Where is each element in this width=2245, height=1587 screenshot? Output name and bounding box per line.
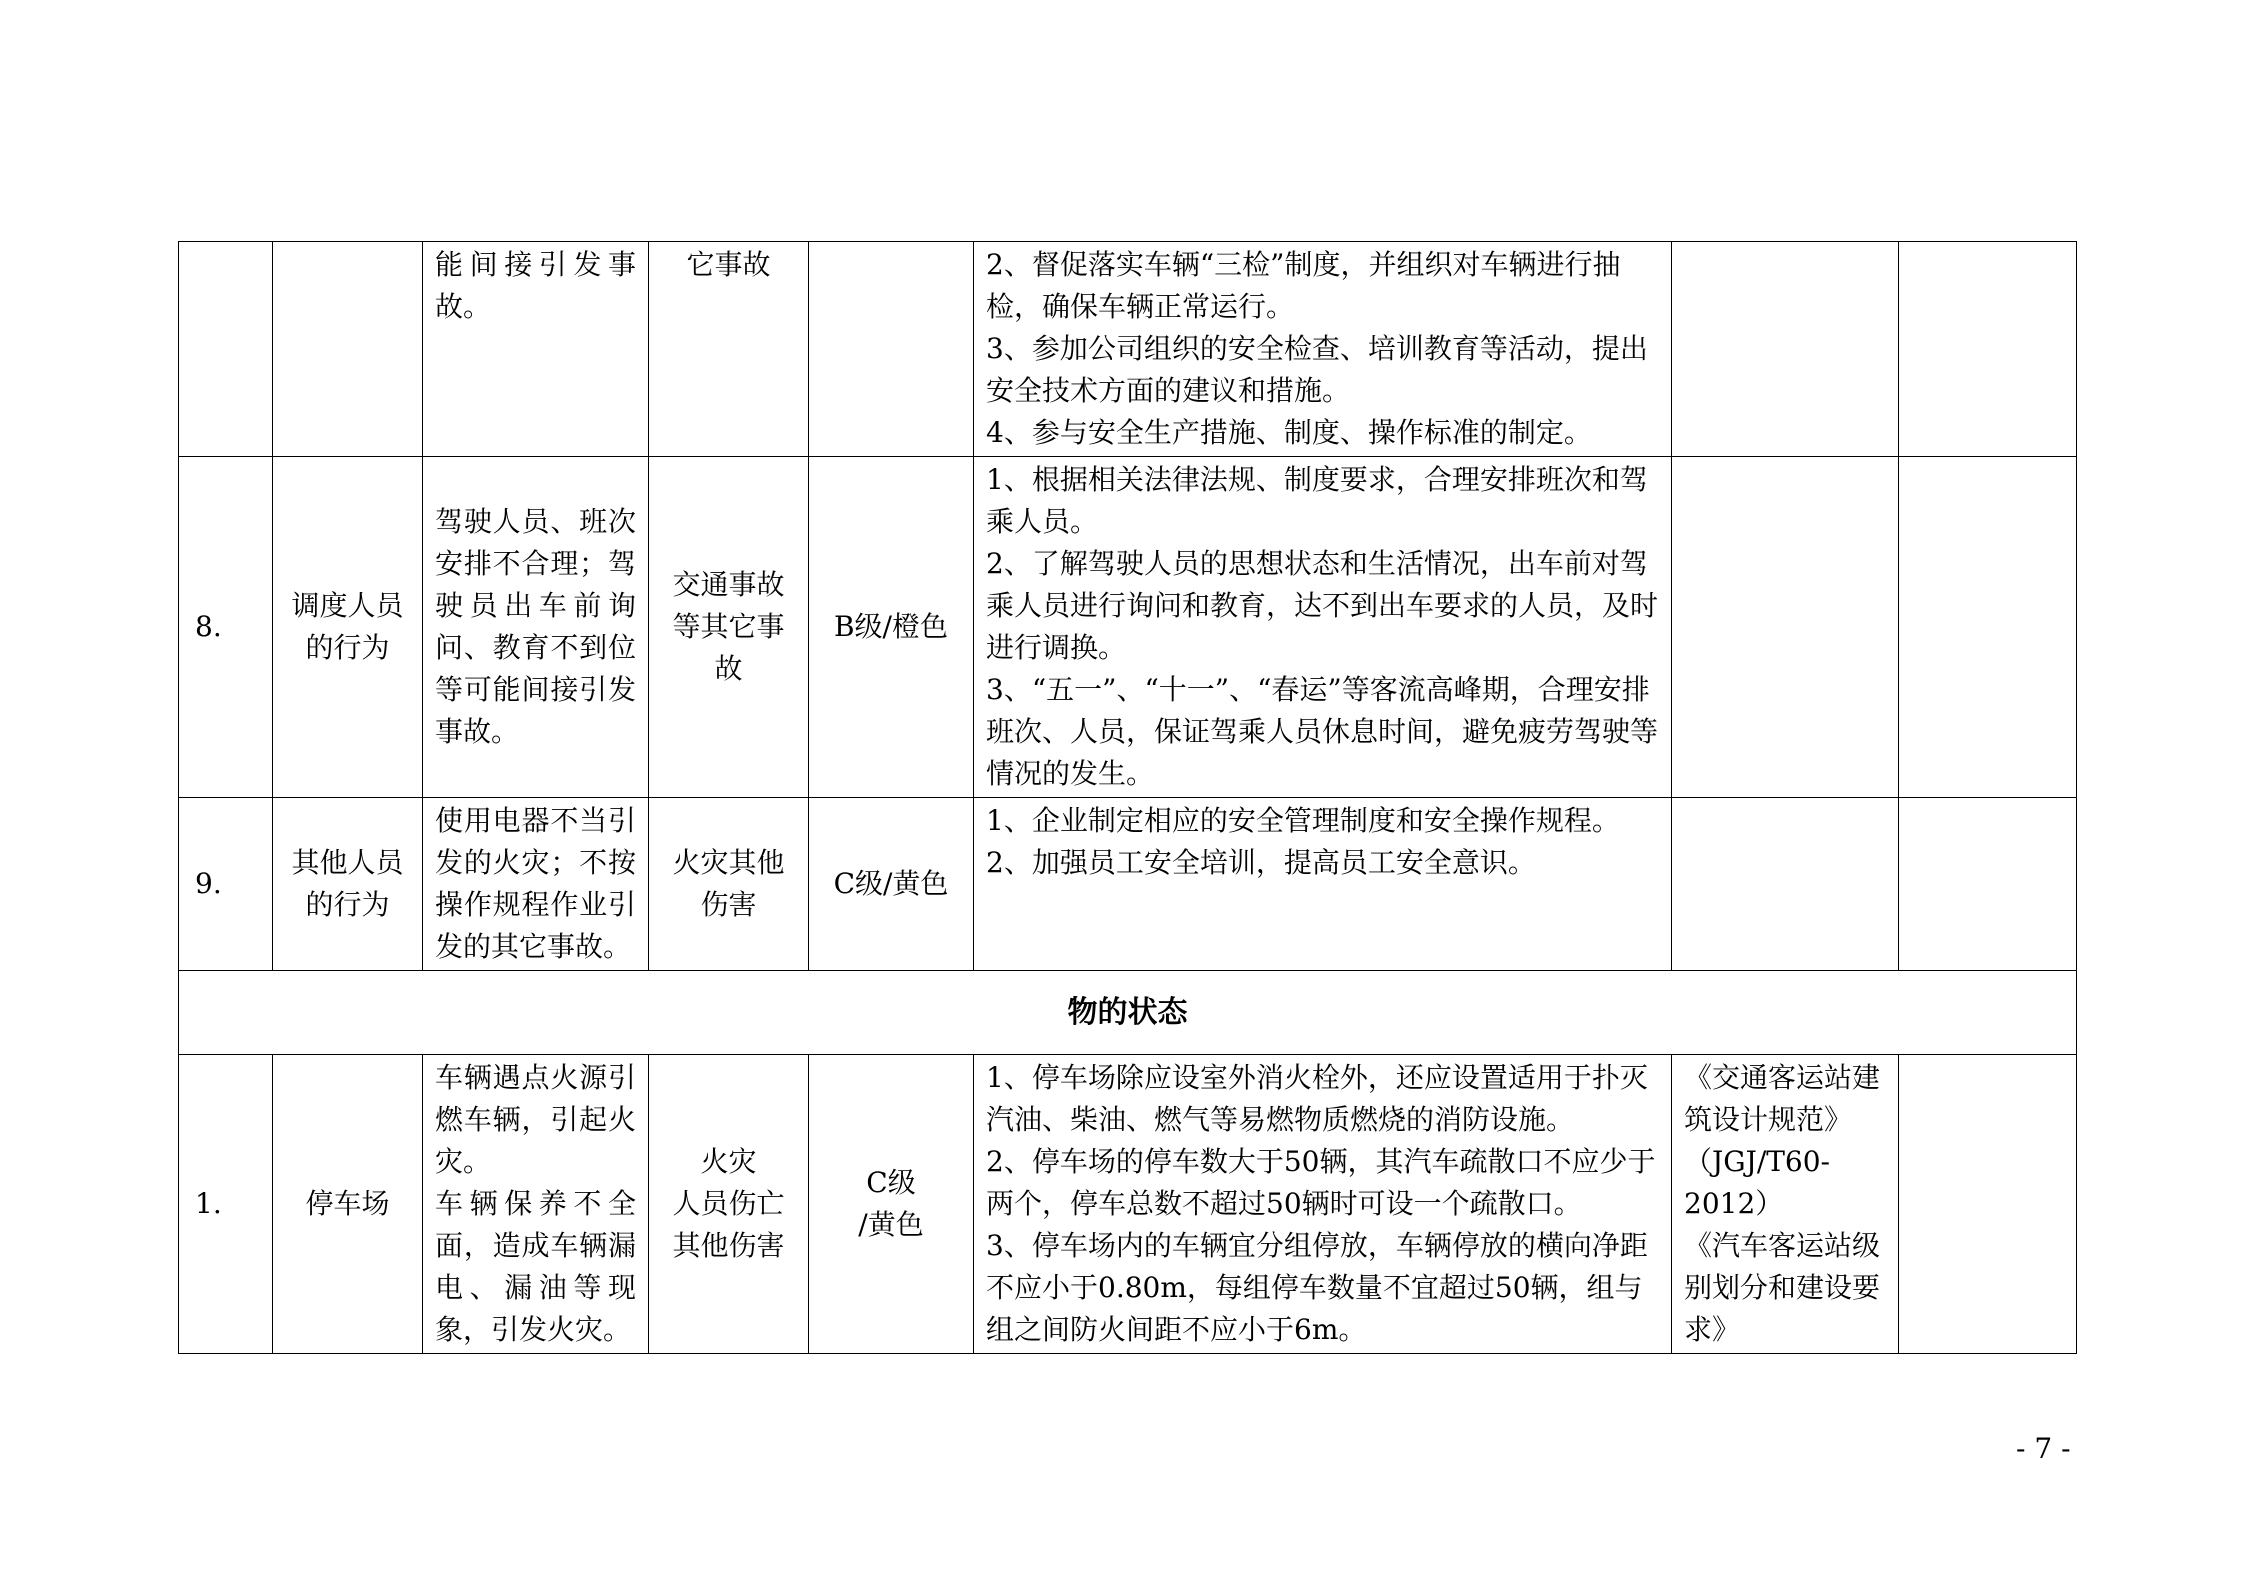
measure-item: 4、参与安全生产措施、制度、操作标准的制定。 [986,416,1592,449]
risk-description: 驾驶人员、班次安排不合理；驾驶员出车前询问、教育不到位等可能间接引发事故。 [423,457,649,798]
risk-unit: 调度人员的行为 [273,457,423,798]
table-row [179,242,2077,457]
accident-type [649,1055,809,1354]
accident-type: 交通事故等其它事故 [649,457,809,798]
accident-item: 其他伤害 [672,1229,785,1262]
measure-item: 1、企业制定相应的安全管理制度和安全操作规程。 [986,804,1620,837]
risk-level: B级/橙色 [809,457,974,798]
table-row [179,798,2077,971]
risk-description [423,1055,649,1354]
measure-item: 1、停车场除应设室外消火栓外，还应设置适用于扑灭汽油、柴油、燃气等易燃物质燃烧的消防设施。 [986,1061,1648,1136]
accident-item: 人员伤亡 [672,1187,785,1220]
row-number [179,242,273,457]
control-measures [974,242,1672,457]
basis [1672,1055,1899,1354]
risk-table [178,241,2077,1354]
section-title: 物的状态 [179,971,2077,1055]
section-row [179,971,2077,1055]
risk-description: 能间接引发事故。 [423,242,649,457]
remark [1899,242,2077,457]
control-measures [974,798,1672,971]
row-number: 9. [179,798,273,971]
accident-type: 它事故 [649,242,809,457]
remark [1899,798,2077,971]
risk-level: C级/黄色 [809,798,974,971]
measure-item: 3、停车场内的车辆宜分组停放，车辆停放的横向净距不应小于0.80m，每组停车数量不宜超过50辆，组与组之间防火间距不应小于6m。 [986,1229,1648,1346]
basis [1672,457,1899,798]
table-row [179,1055,2077,1354]
risk-item: 车辆遇点火源引燃车辆，引起火灾。 [435,1061,636,1178]
row-number: 1. [179,1055,273,1354]
accident-type: 火灾其他伤害 [649,798,809,971]
basis [1672,798,1899,971]
risk-description: 使用电器不当引发的火灾；不按操作规程作业引发的其它事故。 [423,798,649,971]
remark [1899,1055,2077,1354]
measure-item: 3、参加公司组织的安全检查、培训教育等活动，提出安全技术方面的建议和措施。 [986,332,1648,407]
level-item: C级 [866,1166,916,1199]
control-measures [974,457,1672,798]
measure-item: 2、督促落实车辆“三检”制度，并组织对车辆进行抽检，确保车辆正常运行。 [986,248,1621,323]
risk-level [809,1055,974,1354]
page-number: - 7 - [2016,1432,2071,1465]
risk-unit: 其他人员的行为 [273,798,423,971]
table-row [179,457,2077,798]
basis [1672,242,1899,457]
measure-item: 3、“五一”、“十一”、“春运”等客流高峰期，合理安排班次、人员，保证驾乘人员休息时间，避免疲劳驾驶等情况的发生。 [986,673,1659,790]
measure-item: 2、了解驾驶人员的思想状态和生活情况，出车前对驾乘人员进行询问和教育，达不到出车要求的人员，及时进行调换。 [986,547,1659,664]
basis-item: 《汽车客运站级别划分和建设要求》 [1684,1229,1881,1346]
measure-item: 2、加强员工安全培训，提高员工安全意识。 [986,846,1536,879]
risk-unit [273,242,423,457]
level-item: /黄色 [858,1208,924,1241]
measure-item: 1、根据相关法律法规、制度要求，合理安排班次和驾乘人员。 [986,463,1648,538]
control-measures [974,1055,1672,1354]
risk-item: 车辆保养不全面，造成车辆漏电、漏油等现象，引发火灾。 [435,1187,636,1346]
measure-item: 2、停车场的停车数大于50辆，其汽车疏散口不应少于两个，停车总数不超过50辆时可设一个疏散口。 [986,1145,1656,1220]
remark [1899,457,2077,798]
row-number: 8. [179,457,273,798]
basis-item: 《交通客运站建筑设计规范》（JGJ/T60-2012） [1684,1061,1881,1220]
risk-level [809,242,974,457]
accident-item: 火灾 [700,1145,757,1178]
risk-unit: 停车场 [273,1055,423,1354]
